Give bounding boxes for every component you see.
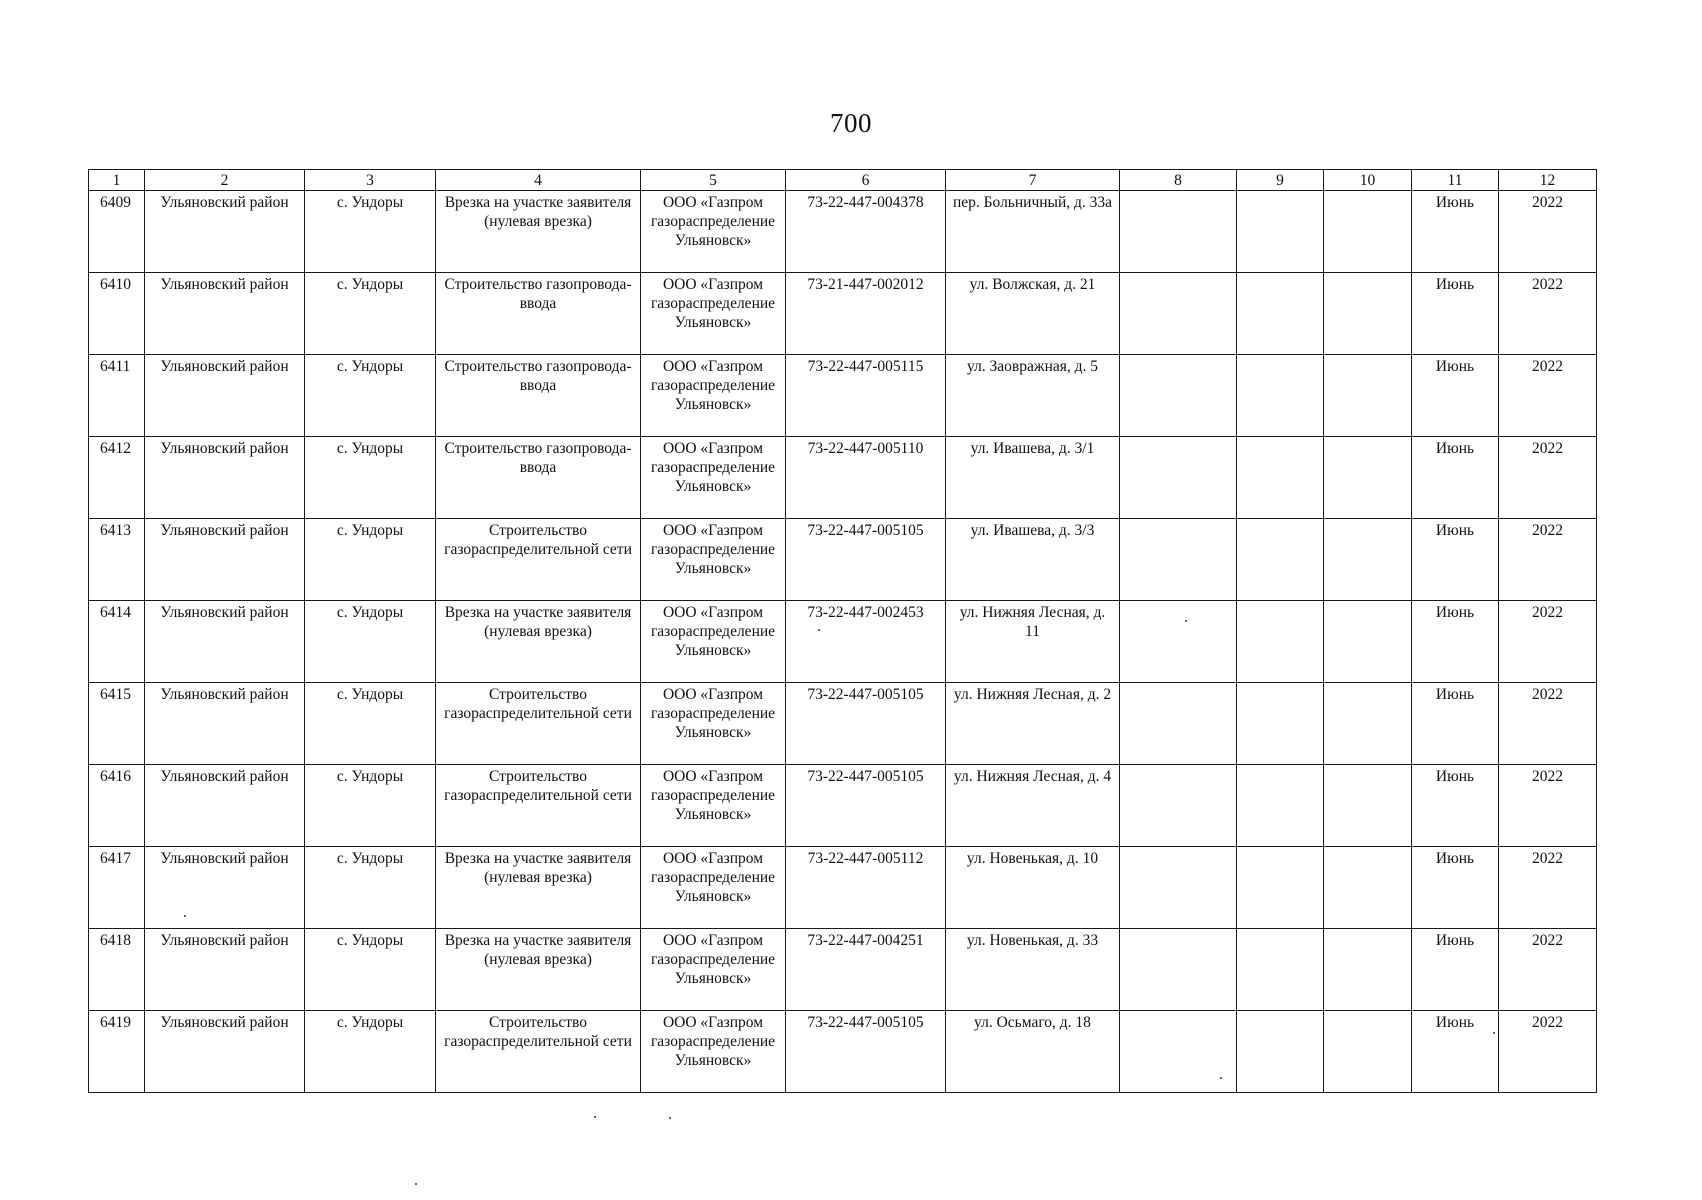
table-row xyxy=(89,1011,1597,1093)
object-code-cell: 73-22-447-004251 xyxy=(786,929,946,1011)
object-code-cell: 73-21-447-002012 xyxy=(786,273,946,355)
column-8-cell xyxy=(1120,437,1237,519)
organization-cell: ООО «Газпром газораспределение Ульяновск» xyxy=(641,929,786,1011)
year-cell: 2022 xyxy=(1499,437,1597,519)
object-code-cell: 73-22-447-005105 xyxy=(786,683,946,765)
district-cell: Ульяновский район xyxy=(145,519,305,601)
district-cell: Ульяновский район xyxy=(145,847,305,929)
month-cell: Июнь xyxy=(1412,929,1499,1011)
locality-cell: с. Ундоры xyxy=(305,683,436,765)
column-10-cell xyxy=(1324,601,1412,683)
column-8-cell xyxy=(1120,683,1237,765)
district-cell: Ульяновский район xyxy=(145,683,305,765)
locality-cell: с. Ундоры xyxy=(305,929,436,1011)
column-header: 9 xyxy=(1237,170,1324,191)
table-row xyxy=(89,847,1597,929)
column-8-cell xyxy=(1120,519,1237,601)
address-cell: ул. Новенькая, д. 33 xyxy=(946,929,1120,1011)
column-8-cell xyxy=(1120,355,1237,437)
organization-cell: ООО «Газпром газораспределение Ульяновск» xyxy=(641,601,786,683)
month-cell: Июнь xyxy=(1412,355,1499,437)
column-10-cell xyxy=(1324,437,1412,519)
address-cell: ул. Новенькая, д. 10 xyxy=(946,847,1120,929)
work-type-cell: Строительство газораспределительной сети xyxy=(436,683,641,765)
table-row xyxy=(89,929,1597,1011)
year-cell: 2022 xyxy=(1499,1011,1597,1093)
organization-cell: ООО «Газпром газораспределение Ульяновск» xyxy=(641,519,786,601)
month-cell: Июнь xyxy=(1412,683,1499,765)
column-9-cell xyxy=(1237,847,1324,929)
organization-cell: ООО «Газпром газораспределение Ульяновск» xyxy=(641,191,786,273)
month-cell: Июнь xyxy=(1412,519,1499,601)
column-9-cell xyxy=(1237,683,1324,765)
month-cell: Июнь xyxy=(1412,273,1499,355)
column-header: 10 xyxy=(1324,170,1412,191)
column-9-cell xyxy=(1237,191,1324,273)
district-cell: Ульяновский район xyxy=(145,355,305,437)
row-number: 6412 xyxy=(89,437,145,519)
organization-cell: ООО «Газпром газораспределение Ульяновск» xyxy=(641,1011,786,1093)
column-header: 8 xyxy=(1120,170,1237,191)
locality-cell: с. Ундоры xyxy=(305,847,436,929)
column-header: 1 xyxy=(89,170,145,191)
month-cell: Июнь xyxy=(1412,765,1499,847)
locality-cell: с. Ундоры xyxy=(305,273,436,355)
column-header: 3 xyxy=(305,170,436,191)
address-cell: ул. Осьмаго, д. 18 xyxy=(946,1011,1120,1093)
organization-cell: ООО «Газпром газораспределение Ульяновск» xyxy=(641,683,786,765)
column-8-cell xyxy=(1120,273,1237,355)
column-10-cell xyxy=(1324,273,1412,355)
column-8-cell xyxy=(1120,1011,1237,1093)
column-8-cell xyxy=(1120,847,1237,929)
column-9-cell xyxy=(1237,929,1324,1011)
work-type-cell: Строительство газопровода-ввода xyxy=(436,355,641,437)
column-10-cell xyxy=(1324,191,1412,273)
column-9-cell xyxy=(1237,355,1324,437)
work-type-cell: Строительство газопровода-ввода xyxy=(436,437,641,519)
object-code-cell: 73-22-447-005115 xyxy=(786,355,946,437)
work-type-cell: Врезка на участке заявителя (нулевая врезка) xyxy=(436,191,641,273)
column-header: 11 xyxy=(1412,170,1499,191)
month-cell: Июнь xyxy=(1412,601,1499,683)
table-row xyxy=(89,355,1597,437)
work-type-cell: Врезка на участке заявителя (нулевая врезка) xyxy=(436,847,641,929)
year-cell: 2022 xyxy=(1499,683,1597,765)
table-row xyxy=(89,601,1597,683)
table-row xyxy=(89,683,1597,765)
column-9-cell xyxy=(1237,765,1324,847)
district-cell: Ульяновский район xyxy=(145,1011,305,1093)
year-cell: 2022 xyxy=(1499,273,1597,355)
object-code-cell: 73-22-447-005105 xyxy=(786,1011,946,1093)
page-number: 700 xyxy=(830,108,872,138)
row-number: 6411 xyxy=(89,355,145,437)
column-9-cell xyxy=(1237,1011,1324,1093)
district-cell: Ульяновский район xyxy=(145,929,305,1011)
row-number: 6418 xyxy=(89,929,145,1011)
row-number: 6417 xyxy=(89,847,145,929)
table-row xyxy=(89,437,1597,519)
column-10-cell xyxy=(1324,765,1412,847)
row-number: 6416 xyxy=(89,765,145,847)
district-cell: Ульяновский район xyxy=(145,273,305,355)
column-header: 12 xyxy=(1499,170,1597,191)
organization-cell: ООО «Газпром газораспределение Ульяновск» xyxy=(641,847,786,929)
column-header: 2 xyxy=(145,170,305,191)
scan-speck xyxy=(669,1117,671,1119)
scan-speck xyxy=(1493,1032,1495,1034)
address-cell: пер. Больничный, д. 33а xyxy=(946,191,1120,273)
column-8-cell xyxy=(1120,601,1237,683)
organization-cell: ООО «Газпром газораспределение Ульяновск» xyxy=(641,437,786,519)
address-cell: ул. Заовражная, д. 5 xyxy=(946,355,1120,437)
column-10-cell xyxy=(1324,1011,1412,1093)
object-code-cell: 73-22-447-005105 xyxy=(786,765,946,847)
column-10-cell xyxy=(1324,355,1412,437)
year-cell: 2022 xyxy=(1499,765,1597,847)
row-number: 6415 xyxy=(89,683,145,765)
column-header: 4 xyxy=(436,170,641,191)
scan-speck xyxy=(184,915,186,917)
address-cell: ул. Нижняя Лесная, д. 2 xyxy=(946,683,1120,765)
object-code-cell: 73-22-447-005110 xyxy=(786,437,946,519)
scan-speck xyxy=(415,1183,417,1185)
column-10-cell xyxy=(1324,847,1412,929)
work-type-cell: Строительство газопровода-ввода xyxy=(436,273,641,355)
month-cell: Июнь xyxy=(1412,1011,1499,1093)
month-cell: Июнь xyxy=(1412,847,1499,929)
row-number: 6409 xyxy=(89,191,145,273)
column-9-cell xyxy=(1237,601,1324,683)
month-cell: Июнь xyxy=(1412,437,1499,519)
address-cell: ул. Нижняя Лесная, д. 11 xyxy=(946,601,1120,683)
column-8-cell xyxy=(1120,191,1237,273)
work-type-cell: Врезка на участке заявителя (нулевая врезка) xyxy=(436,929,641,1011)
object-code-cell: 73-22-447-005105 xyxy=(786,519,946,601)
column-number-header-row xyxy=(89,170,1597,191)
row-number: 6413 xyxy=(89,519,145,601)
data-table xyxy=(88,169,1597,1093)
row-number: 6410 xyxy=(89,273,145,355)
district-cell: Ульяновский район xyxy=(145,437,305,519)
locality-cell: с. Ундоры xyxy=(305,355,436,437)
locality-cell: с. Ундоры xyxy=(305,765,436,847)
work-type-cell: Врезка на участке заявителя (нулевая врезка) xyxy=(436,601,641,683)
scan-speck xyxy=(818,629,820,631)
year-cell: 2022 xyxy=(1499,519,1597,601)
row-number: 6414 xyxy=(89,601,145,683)
year-cell: 2022 xyxy=(1499,191,1597,273)
scan-speck xyxy=(1220,1077,1222,1079)
object-code-cell: 73-22-447-005112 xyxy=(786,847,946,929)
district-cell: Ульяновский район xyxy=(145,601,305,683)
locality-cell: с. Ундоры xyxy=(305,191,436,273)
year-cell: 2022 xyxy=(1499,601,1597,683)
column-8-cell xyxy=(1120,765,1237,847)
object-code-cell: 73-22-447-004378 xyxy=(786,191,946,273)
locality-cell: с. Ундоры xyxy=(305,1011,436,1093)
work-type-cell: Строительство газораспределительной сети xyxy=(436,1011,641,1093)
work-type-cell: Строительство газораспределительной сети xyxy=(436,765,641,847)
year-cell: 2022 xyxy=(1499,929,1597,1011)
column-9-cell xyxy=(1237,519,1324,601)
column-10-cell xyxy=(1324,683,1412,765)
scan-speck xyxy=(594,1116,596,1118)
month-cell: Июнь xyxy=(1412,191,1499,273)
year-cell: 2022 xyxy=(1499,355,1597,437)
column-10-cell xyxy=(1324,519,1412,601)
column-8-cell xyxy=(1120,929,1237,1011)
address-cell: ул. Ивашева, д. 3/3 xyxy=(946,519,1120,601)
organization-cell: ООО «Газпром газораспределение Ульяновск» xyxy=(641,355,786,437)
locality-cell: с. Ундоры xyxy=(305,437,436,519)
column-header: 6 xyxy=(786,170,946,191)
district-cell: Ульяновский район xyxy=(145,191,305,273)
address-cell: ул. Волжская, д. 21 xyxy=(946,273,1120,355)
year-cell: 2022 xyxy=(1499,847,1597,929)
table-row xyxy=(89,191,1597,273)
column-9-cell xyxy=(1237,437,1324,519)
address-cell: ул. Ивашева, д. 3/1 xyxy=(946,437,1120,519)
work-type-cell: Строительство газораспределительной сети xyxy=(436,519,641,601)
row-number: 6419 xyxy=(89,1011,145,1093)
locality-cell: с. Ундоры xyxy=(305,601,436,683)
district-cell: Ульяновский район xyxy=(145,765,305,847)
column-10-cell xyxy=(1324,929,1412,1011)
organization-cell: ООО «Газпром газораспределение Ульяновск» xyxy=(641,765,786,847)
address-cell: ул. Нижняя Лесная, д. 4 xyxy=(946,765,1120,847)
column-header: 5 xyxy=(641,170,786,191)
table-row xyxy=(89,519,1597,601)
scan-speck xyxy=(1185,620,1187,622)
column-9-cell xyxy=(1237,273,1324,355)
object-code-cell: 73-22-447-002453 xyxy=(786,601,946,683)
organization-cell: ООО «Газпром газораспределение Ульяновск» xyxy=(641,273,786,355)
column-header: 7 xyxy=(946,170,1120,191)
locality-cell: с. Ундоры xyxy=(305,519,436,601)
table-row xyxy=(89,765,1597,847)
table-row xyxy=(89,273,1597,355)
